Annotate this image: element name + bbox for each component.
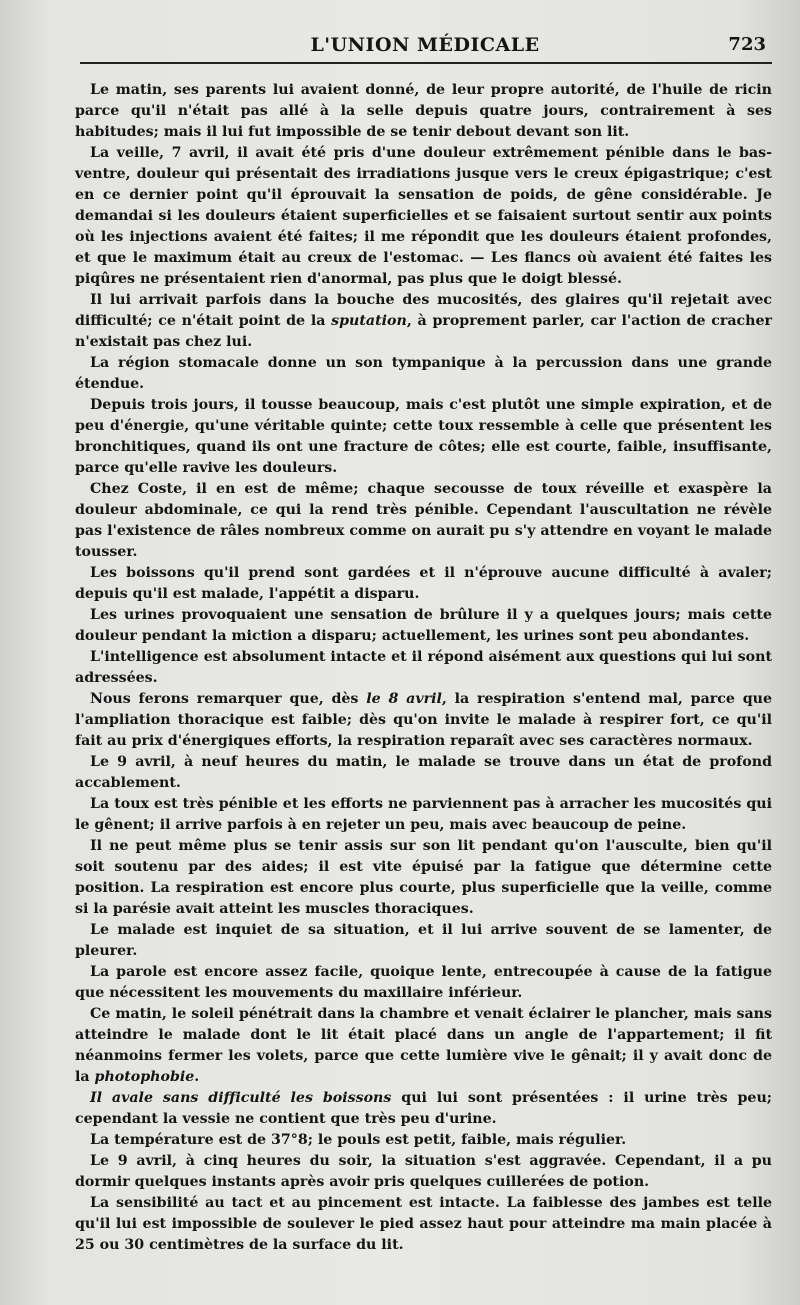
text-run: La toux est très pénible et les efforts ne parviennent pas à arracher les mucosités qui le gênent; il arrive parfois à en rejeter un peu, mais avec beaucoup de peine. [75,796,772,833]
text-run: Le 9 avril, à neuf heures du matin, le malade se trouve dans un état de profond accablement. [75,754,772,791]
text-run: L'intelligence est absolument intacte et il répond aisément aux questions qui lui sont adressées. [75,649,772,686]
paragraph [75,1130,772,1151]
italic-text: le 8 avril [366,691,442,707]
paragraph [75,605,772,647]
text-run: La sensibilité au tact et au pincement est intacte. La faiblesse des jambes est telle qu'il lui est impossible de soulever le pied assez haut pour atteindre ma main placée à 25 ou 30 centimètres de la surface du lit. [75,1195,772,1253]
text-run: La région stomacale donne un son tympanique à la percussion dans une grande étendue. [75,355,772,392]
paragraph [75,1004,772,1088]
text-run: Le 9 avril, à cinq heures du soir, la situation s'est aggravée. Cependant, il a pu dormir quelques instants après avoir pris quelques cuillerées de potion. [75,1153,772,1190]
paragraph [75,290,772,353]
paragraph [75,836,772,920]
paragraph [75,647,772,689]
page-number: 723 [728,34,766,55]
paragraph [75,80,772,143]
text-run: , à proprement parler, car l'action de cracher n'existait pas chez lui. [75,313,772,350]
paragraph [75,1193,772,1256]
paragraph [75,689,772,752]
paragraph [75,353,772,395]
text-run: , la respiration s'entend mal, parce que l'ampliation thoracique est faible; dès qu'on invite le malade à respirer fort, ce qu'il fait au prix d'énergiques efforts, la respiration reparaît avec ses caractères normaux. [75,691,772,749]
paragraph [75,962,772,1004]
text-run: Le malade est inquiet de sa situation, et il lui arrive souvent de se lamenter, de pleurer. [75,922,772,959]
paragraph [75,395,772,479]
paragraph [75,143,772,290]
body-text [75,80,772,1256]
text-run: La température est de 37°8; le pouls est petit, faible, mais régulier. [90,1132,627,1148]
text-run: Il lui arrivait parfois dans la bouche des mucosités, des glaires qu'il rejetait avec difficulté; ce n'était point de la [75,292,772,329]
text-run: Il ne peut même plus se tenir assis sur son lit pendant qu'on l'ausculte, bien qu'il soit soutenu par des aides; il est vite épuisé par la fatigue que détermine cette position. La respiration est encore plus courte, plus superficielle que la veille, comme si la parésie avait atteint les muscles thoraciques. [75,838,772,917]
page-header [80,30,770,62]
paragraph [75,920,772,962]
text-run: Les urines provoquaient une sensation de brûlure il y a quelques jours; mais cette douleur pendant la miction a disparu; actuellement, les urines sont peu abondantes. [75,607,772,644]
paragraph [75,563,772,605]
paragraph [75,794,772,836]
text-run: Nous ferons remarquer que, dès [90,691,367,707]
running-title: L'UNION MÉDICALE [310,34,540,56]
italic-text: sputation [331,313,407,329]
paragraph [75,1088,772,1130]
paragraph [75,1151,772,1193]
text-run: La veille, 7 avril, il avait été pris d'une douleur extrêmement pénible dans le bas-ventre, douleur qui présentait des irradiations jusque vers le creux épigastrique; c'est en ce dernier point qu'il éprouvait la sensation de poids, de gêne considérable. Je demandai si les douleurs étaient superficielles et se faisaient surtout sentir aux points où les injections avaient été faites; il me répondit que les douleurs étaient profondes, et que le maximum était au creux de l'estomac. — Les flancs où avaient été faites les piqûres ne présentaient rien d'anormal, pas plus que le doigt blessé. [75,145,772,287]
text-run: La parole est encore assez facile, quoique lente, entrecoupée à cause de la fatigue que nécessitent les mouvements du maxillaire inférieur. [75,964,772,1001]
text-run: Les boissons qu'il prend sont gardées et il n'éprouve aucune difficulté à avaler; depuis qu'il est malade, l'appétit a disparu. [75,565,772,602]
paragraph [75,479,772,563]
text-run: Depuis trois jours, il tousse beaucoup, mais c'est plutôt une simple expiration, et de peu d'énergie, qu'une véritable quinte; cette toux ressemble à celle que présentent les bronchitiques, quand ils ont une fracture de côtes; elle est courte, faible, insuffisante, parce qu'elle ravive les douleurs. [75,397,772,476]
text-run: qui lui sont présentées : il urine très peu; cependant la vessie ne contient que très peu d'urine. [75,1090,772,1127]
text-run: Chez Coste, il en est de même; chaque secousse de toux réveille et exaspère la douleur abdominale, ce qui la rend très pénible. Cependant l'auscultation ne révèle pas l'existence de râles nombreux comme on aurait pu s'y attendre en voyant le malade tousser. [75,481,772,560]
paragraph [75,752,772,794]
header-rule [80,62,772,64]
text-run: Ce matin, le soleil pénétrait dans la chambre et venait éclairer le plancher, mais sans atteindre le malade dont le lit était placé dans un angle de l'appartement; il fit néanmoins fermer les volets, parce que cette lumière vive le gênait; il y avait donc de la [75,1006,772,1085]
text-run: Le matin, ses parents lui avaient donné, de leur propre autorité, de l'huile de ricin parce qu'il n'était pas allé à la selle depuis quatre jours, contrairement à ses habitudes; mais il lui fut impossible de se tenir debout devant son lit. [75,82,772,140]
text-run: . [194,1069,200,1085]
italic-text: photophobie [94,1069,195,1085]
italic-text: Il avale sans difficulté les boissons [90,1090,392,1106]
